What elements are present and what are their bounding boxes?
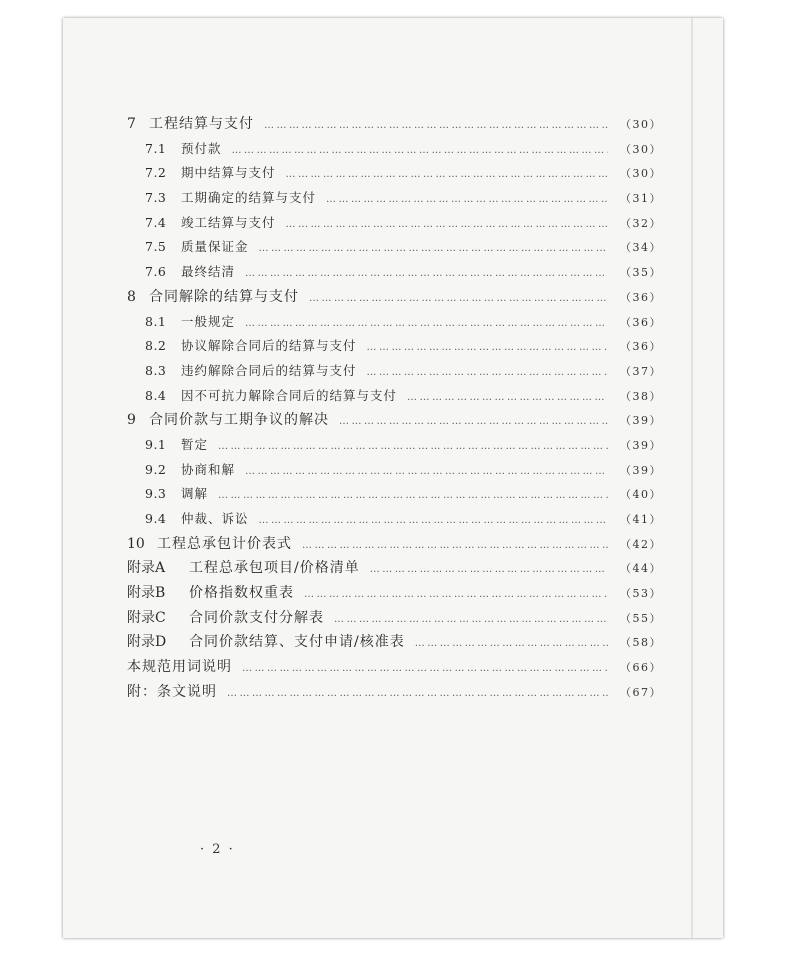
toc-entry-number: 7.1 bbox=[145, 140, 167, 156]
toc-entry-number: 8.2 bbox=[145, 338, 167, 354]
leader-dots bbox=[227, 682, 608, 707]
toc-entry-8[interactable] bbox=[127, 285, 662, 310]
toc-entry-title: 质量保证金 bbox=[181, 239, 249, 255]
toc-entry-7-4[interactable] bbox=[127, 211, 662, 236]
toc-entry-appendix-a[interactable] bbox=[127, 556, 662, 581]
page-number: · 2 · bbox=[200, 842, 235, 857]
toc-entry-page: （53） bbox=[620, 587, 662, 601]
toc-entry-number: 9.2 bbox=[145, 461, 167, 477]
toc-entry-title: 一般规定 bbox=[181, 313, 236, 329]
toc-entry-number: 附录B bbox=[127, 585, 166, 602]
toc-entry-7[interactable] bbox=[127, 112, 662, 137]
leader-dots bbox=[286, 163, 608, 188]
leader-dots bbox=[302, 534, 608, 559]
toc-entry-page: （42） bbox=[620, 537, 662, 551]
toc-entry-page: （40） bbox=[620, 488, 662, 502]
toc-entry-page: （41） bbox=[620, 513, 662, 526]
toc-entry-page: （37） bbox=[620, 364, 662, 378]
toc-entry-7-2[interactable] bbox=[127, 161, 662, 186]
toc-entry-9-3[interactable] bbox=[127, 482, 662, 507]
toc-entry-number: 附录A bbox=[127, 560, 166, 577]
toc-entry-page: （67） bbox=[620, 685, 662, 699]
leader-dots bbox=[309, 287, 608, 312]
toc-entry-page: （44） bbox=[620, 562, 662, 576]
toc-entry-number: 8 bbox=[127, 288, 136, 305]
toc-entry-title: 本规范用词说明 bbox=[127, 659, 232, 676]
toc-entry-number: 9.1 bbox=[145, 436, 167, 452]
toc-entry-number: 8.4 bbox=[145, 387, 167, 403]
toc-entry-title: 竣工结算与支付 bbox=[181, 214, 276, 230]
toc-entry-title: 工程总承包项目/价格清单 bbox=[189, 560, 360, 577]
toc-entry-title: 附：条文说明 bbox=[127, 683, 217, 700]
toc-entry-number: 7.5 bbox=[145, 239, 167, 255]
toc-entry-number: 7.4 bbox=[145, 214, 167, 230]
toc-entry-9[interactable] bbox=[127, 408, 662, 433]
toc-entry-number: 8.3 bbox=[145, 362, 167, 378]
toc-entry-title: 工程总承包计价表式 bbox=[157, 535, 292, 552]
toc-entry-9-2[interactable] bbox=[127, 458, 662, 483]
toc-entry-page: （38） bbox=[620, 389, 662, 403]
toc-entry-7-3[interactable] bbox=[127, 186, 662, 211]
leader-dots bbox=[245, 262, 608, 287]
toc-entry-page: （58） bbox=[620, 636, 662, 650]
leader-dots bbox=[245, 460, 608, 485]
toc-entry-page: （39） bbox=[620, 438, 662, 452]
toc-entry-8-4[interactable] bbox=[127, 384, 662, 409]
leader-dots bbox=[367, 361, 608, 386]
leader-dots bbox=[286, 213, 608, 238]
toc-entry-title: 最终结清 bbox=[181, 264, 236, 280]
leader-dots bbox=[304, 583, 608, 608]
toc-entry-7-6[interactable] bbox=[127, 260, 662, 285]
toc-entry-page: （36） bbox=[620, 315, 662, 329]
toc-entry-title: 合同解除的结算与支付 bbox=[149, 288, 299, 305]
toc-entry-number: 7.6 bbox=[145, 264, 167, 280]
toc-entry-title: 仲裁、诉讼 bbox=[181, 511, 249, 526]
leader-dots bbox=[245, 312, 608, 337]
toc-entry-title: 调解 bbox=[181, 486, 209, 502]
toc-entry-page: （31） bbox=[620, 192, 662, 206]
toc-entry-appendix-d[interactable] bbox=[127, 630, 662, 655]
leader-dots bbox=[415, 632, 608, 657]
leader-dots bbox=[259, 237, 608, 262]
leader-dots bbox=[370, 558, 608, 583]
toc-entry-page: （39） bbox=[620, 414, 662, 428]
toc-entry-page: （39） bbox=[620, 463, 662, 477]
toc-entry-7-5[interactable] bbox=[127, 235, 662, 260]
toc-entry-10[interactable] bbox=[127, 532, 662, 557]
toc-entry-number: 附录D bbox=[127, 634, 167, 651]
toc-entry-number: 附录C bbox=[127, 609, 166, 626]
toc-entry-page: （30） bbox=[620, 142, 662, 156]
toc-entry-number: 8.1 bbox=[145, 313, 167, 329]
toc-entry-title: 协议解除合同后的结算与支付 bbox=[181, 338, 357, 354]
toc-entry-number: 10 bbox=[127, 535, 145, 552]
toc-entry-number: 9 bbox=[127, 412, 136, 429]
toc-entry-page: （36） bbox=[620, 340, 662, 354]
toc-entry-title: 协商和解 bbox=[181, 461, 236, 477]
toc-entry-title: 因不可抗力解除合同后的结算与支付 bbox=[181, 387, 398, 403]
leader-dots bbox=[407, 386, 608, 411]
toc-entry-number: 7.3 bbox=[145, 190, 167, 206]
leader-dots bbox=[232, 139, 608, 164]
toc-entry-number: 9.4 bbox=[145, 511, 167, 526]
toc-entry-title: 暂定 bbox=[181, 436, 209, 452]
toc-entry-terminology[interactable] bbox=[127, 655, 662, 680]
toc-entry-explanation[interactable] bbox=[127, 680, 662, 705]
toc-entry-title: 预付款 bbox=[181, 140, 222, 156]
toc-entry-title: 期中结算与支付 bbox=[181, 165, 276, 181]
leader-dots bbox=[339, 410, 608, 435]
toc-entry-appendix-b[interactable] bbox=[127, 581, 662, 606]
toc-entry-title: 工程结算与支付 bbox=[149, 116, 254, 132]
toc-entry-title: 合同价款与工期争议的解决 bbox=[149, 412, 329, 429]
toc-entry-number: 7.2 bbox=[145, 165, 167, 181]
leader-dots bbox=[218, 484, 608, 509]
leader-dots bbox=[334, 608, 608, 633]
toc-entry-page: （55） bbox=[620, 611, 662, 625]
leader-dots bbox=[326, 188, 608, 213]
toc-entry-page: （32） bbox=[620, 216, 662, 230]
toc-entry-title: 合同价款结算、支付申请/核准表 bbox=[189, 634, 405, 651]
toc-entry-8-3[interactable] bbox=[127, 359, 662, 384]
toc-entry-number: 7 bbox=[127, 116, 136, 132]
toc-entry-title: 违约解除合同后的结算与支付 bbox=[181, 362, 357, 378]
toc-entry-page: （35） bbox=[620, 266, 662, 280]
toc-entry-7-1[interactable] bbox=[127, 137, 662, 162]
toc-entry-8-1[interactable] bbox=[127, 310, 662, 335]
toc-entry-page: （30） bbox=[620, 167, 662, 181]
toc-entry-page: （36） bbox=[620, 290, 662, 304]
toc-entry-page: （34） bbox=[620, 241, 662, 255]
leader-dots bbox=[259, 509, 608, 534]
toc-entry-appendix-c[interactable] bbox=[127, 606, 662, 631]
toc-entry-number: 9.3 bbox=[145, 486, 167, 502]
toc-entry-title: 合同价款支付分解表 bbox=[189, 609, 324, 626]
toc-entry-9-1[interactable] bbox=[127, 433, 662, 458]
leader-dots bbox=[367, 336, 608, 361]
toc-entry-page: （66） bbox=[620, 661, 662, 675]
toc-entry-page: （30） bbox=[620, 118, 662, 131]
leader-dots bbox=[264, 114, 608, 139]
leader-dots bbox=[242, 657, 608, 682]
toc-entry-title: 工期确定的结算与支付 bbox=[181, 190, 317, 206]
table-of-contents bbox=[127, 112, 662, 705]
toc-entry-9-4[interactable] bbox=[127, 507, 662, 532]
toc-entry-title: 价格指数权重表 bbox=[189, 585, 294, 602]
toc-entry-8-2[interactable] bbox=[127, 334, 662, 359]
leader-dots bbox=[218, 435, 608, 460]
